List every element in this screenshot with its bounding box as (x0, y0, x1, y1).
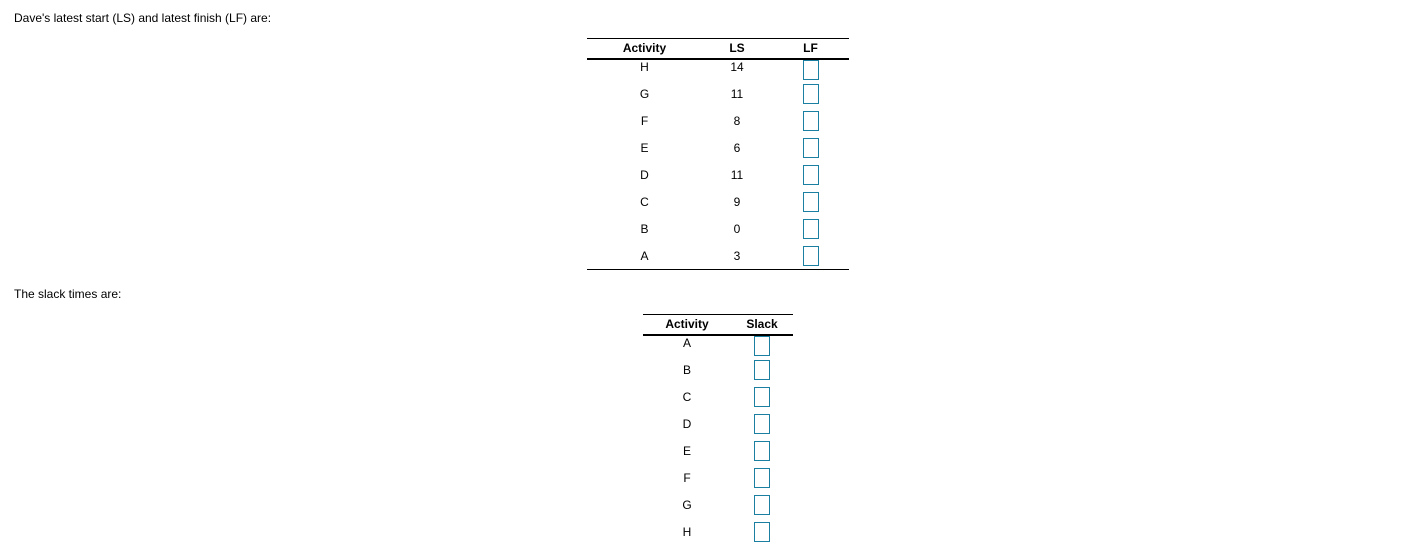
latest-times-prompt: Dave's latest start (LS) and latest finish (LF) are: (14, 11, 272, 25)
lf-answer-input[interactable] (803, 246, 819, 266)
slack-cell (731, 335, 793, 356)
lf-cell (772, 107, 849, 134)
lf-answer-input[interactable] (803, 219, 819, 239)
table-row (587, 134, 849, 161)
table-row (643, 464, 793, 491)
table-row (587, 215, 849, 242)
activity-cell: B (640, 221, 649, 236)
lf-answer-input[interactable] (803, 165, 819, 185)
slack-times-prompt: The slack times are: (14, 287, 122, 301)
slack-answer-input[interactable] (754, 360, 770, 380)
activity-cell: A (682, 336, 691, 350)
lf-answer-input[interactable] (803, 192, 819, 212)
slack-column-header: Slack (731, 315, 793, 336)
lf-answer-input[interactable] (803, 111, 819, 131)
table-row (643, 410, 793, 437)
activity-cell: G (639, 86, 650, 101)
slack-answer-input[interactable] (754, 387, 770, 407)
activity-column-header: Activity (643, 315, 731, 336)
activity-cell: B (682, 362, 691, 377)
lf-cell (772, 215, 849, 242)
activity-cell: F (640, 113, 649, 128)
lf-cell (772, 134, 849, 161)
ls-cell: 11 (730, 86, 744, 101)
table-header-row (587, 39, 849, 60)
slack-cell (731, 437, 793, 464)
lf-cell (772, 161, 849, 188)
activity-cell: F (683, 470, 691, 485)
table-row (643, 335, 793, 356)
ls-cell: 9 (733, 194, 741, 209)
table-row (587, 59, 849, 80)
activity-cell: G (682, 497, 692, 512)
activity-cell: E (640, 140, 649, 155)
activity-column-header: Activity (587, 39, 702, 60)
lf-cell (772, 188, 849, 215)
table-header-row (643, 315, 793, 336)
activity-cell: H (640, 60, 649, 74)
slack-answer-input[interactable] (754, 441, 770, 461)
slack-cell (731, 356, 793, 383)
slack-answer-input[interactable] (754, 336, 770, 356)
table-row (587, 188, 849, 215)
table-row (643, 518, 793, 545)
ls-column-header: LS (702, 39, 772, 60)
lf-column-header: LF (772, 39, 849, 60)
table-row (587, 161, 849, 188)
activity-cell: D (682, 416, 692, 431)
slack-cell (731, 518, 793, 545)
slack-answer-input[interactable] (754, 495, 770, 515)
activity-cell: A (587, 242, 702, 270)
latest-times-table (587, 38, 849, 270)
activity-cell: C (682, 389, 692, 404)
lf-answer-input[interactable] (803, 60, 819, 80)
lf-cell (772, 80, 849, 107)
table-row (643, 383, 793, 410)
slack-answer-input[interactable] (754, 522, 770, 542)
lf-cell (772, 59, 849, 80)
lf-answer-input[interactable] (803, 84, 819, 104)
slack-cell (731, 410, 793, 437)
table-row (587, 242, 849, 270)
table-row (643, 356, 793, 383)
table-row (587, 80, 849, 107)
ls-cell: 0 (733, 221, 741, 236)
table-row (587, 107, 849, 134)
ls-cell: 3 (702, 242, 772, 270)
table-row (643, 491, 793, 518)
slack-times-table (643, 314, 793, 545)
activity-cell: C (640, 194, 649, 209)
slack-cell (731, 491, 793, 518)
ls-cell: 11 (730, 167, 744, 182)
activity-cell: H (682, 524, 692, 539)
slack-answer-input[interactable] (754, 468, 770, 488)
ls-cell: 6 (733, 140, 741, 155)
lf-answer-input[interactable] (803, 138, 819, 158)
table-row (643, 437, 793, 464)
slack-cell (731, 464, 793, 491)
ls-cell: 8 (733, 113, 741, 128)
activity-cell: E (682, 443, 691, 458)
lf-cell (772, 242, 849, 270)
slack-answer-input[interactable] (754, 414, 770, 434)
slack-cell (731, 383, 793, 410)
activity-cell: D (640, 167, 649, 182)
ls-cell: 14 (730, 60, 744, 74)
